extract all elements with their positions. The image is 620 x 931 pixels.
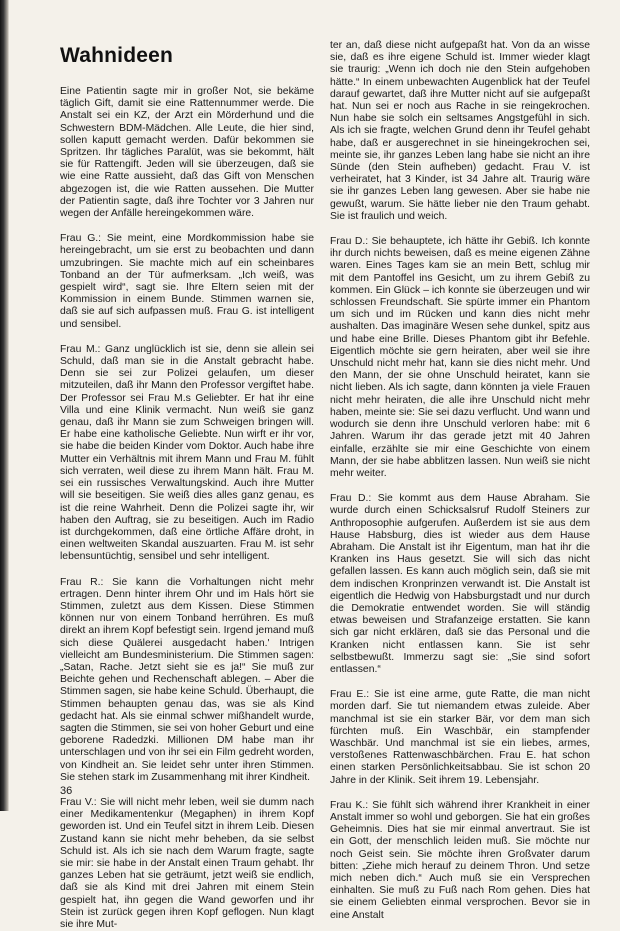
page-number: 36 [60,785,73,797]
paragraph: Frau G.: Sie meint, eine Mordkommission habe sie hereingebracht, um sie erst zu beobachten und dann umzubringen. Sie machte mich auf ein scheinbares Tonband an der Tür aufmerksam. „Ich weiß, was gespielt wird“, sagt sie. Ihre Eltern seien mit der Kommission in einem Bunde. Stimmen warnen sie, daß sie auf sich aufpassen muß. Frau G. ist intelligent und sensibel. [60,233,314,330]
paragraph: Frau E.: Sie ist eine arme, gute Ratte, die man nicht morden darf. Sie tut niemandem etwas zuleide. Aber manchmal ist sie ein starker Bär, vor dem man sich fürchten muß. Ein Waschbär, ein stampfender Waschbär. Und manchmal ist sie ein liebes, armes, verstoßenes Rattenwaschbärchen. Frau E. hat schon einen starken Persönlichkeitsabbau. Sie ist schon 20 Jahre in der Klinik. Seit ihrem 19. Lebensjahr. [330,689,590,786]
paragraph: Frau R.: Sie kann die Vorhaltungen nicht mehr ertragen. Denn hinter ihrem Ohr und im Hals hört sie Stimmen, zuletzt aus dem Kissen. Diese Stimmen können nur von einem Tonband herrühren. Es muß direkt an ihrem Kopf befestigt sein. Irgend jemand muß sich diese Quälerei ausgedacht haben.' Intrigen vielleicht am Bundesministerium. Die Stimmen sagen: „Satan, Rache. Jetzt sieht sie es ja!“ Sie muß zur Beichte gehen und Rechenschaft ablegen. – Aber die Stimmen sagen, sie habe keine Schuld. Überhaupt, die Stimmen behaupten genau das, was sie als Kind gedacht hat. Als sie einmal schwer mißhandelt wurde, sagten die Stimmen, sie sei von hoher Geburt und eine geborene Radedzki. Millionen DM habe man ihr unterschlagen und von ihr sei ein Film gedreht worden, von Kindheit an. Sie leidet sehr unter ihren Stimmen. Sie stehen stark im Zusammenhang mit ihrer Kindheit. [60,576,314,783]
paragraph: Frau K.: Sie fühlt sich während ihrer Krankheit in einer Anstalt immer so wohl und geborgen. Sie hat ein großes Geheimnis. Dies hat sie mir einmal anvertraut. Sie ist ein Gott, der menschlich leiden muß. Sie möchte nur noch Geist sein. Sie möchte ihren Großvater darum bitten: „Ziehe mich herauf zu deinem Thron. Und setze mich neben dich.“ Auch muß sie ein Versprechen einhalten. Sie muß zu Fuß nach Rom gehen. Dies hat sie einem Geliebten einmal versprochen. Bevor sie in eine Anstalt [330,799,590,921]
paragraph: Frau V.: Sie will nicht mehr leben, weil sie dumm nach einer Medikamentenkur (Megaphen) in ihrem Kopf geworden ist. Und ein Teufel sitzt in ihrem Leib. Diesen Zustand kann sie nicht mehr beheben, da sie selbst Schuld ist. Als ich sie nach dem Warum fragte, sagte sie mir: sie habe in der Anstalt einen Traum gehabt. Ihr ganzes Leben hat sie geträumt, jetzt weiß sie endlich, daß sie als Kind mit drei Jahren mit einem Stein gespielt hat, ihn gegen die Wand geworfen und ihr Stein ist zurück gegen ihren Kopf geflogen. Nun klagt sie ihre Mut- [60,796,314,930]
paragraph: Frau D.: Sie behauptete, ich hätte ihr Gebiß. Ich konnte ihr durch nichts beweisen, daß es meine eigenen Zähne waren. Eines Tages kam sie an mein Bett, schlug mir mit dem Pantoffel ins Gesicht, um zu ihrem Gebiß zu kommen. Ein Glück – ich konnte sie überzeugen und wir schlossen Freundschaft. Sie spürte immer ein Phantom um sich und im Rücken und kann dies nicht mehr aushalten. Das imaginäre Wesen sehe dunkel, spitz aus und habe eine Brille. Dieses Phantom gibt ihr Befehle. Eigentlich möchte sie gern heiraten, aber weil sie ihre Unschuld nicht mehr hat, kann sie dies nicht mehr. Und den Mann, der sie ohne Unschuld heiratet, kann sie nicht lieben. Als ich sagte, dann könnten ja viele Frauen nicht mehr heiraten, die alle ihre Unschuld nicht mehr haben, meinte sie: Sie sei dazu verflucht. Und wann und wodurch sie denn ihre Unschuld verloren habe: mit 6 Jahren. Warum ihr das gerade jetzt mit 40 Jahren einfalle, erzählte sie mir eine Geschichte von einem Mann, der sie habe abblitzen lassen. Nun weiß sie nicht mehr weiter. [330,236,590,479]
article-title: Wahnideen [60,44,174,67]
paragraph: Eine Patientin sagte mir in großer Not, sie bekäme täglich Gift, damit sie eine Rattennummer werde. Die Anstalt sei ein KZ, der Arzt ein Mörderhund und die Schwestern BDM-Mädchen. Alle Leute, die hier sind, sollen kaputt gemacht werden. Dafür bekommen sie Spritzen. Ihr tägliches Paralüt, was sie bekommt, hält sie für Rattengift. Jeden will sie überzeugen, daß sie wie eine Ratte aussieht, daß das Gift von Menschen abgezogen ist, die wie Ratten aussehen. Die Mutter der Patientin sagte, daß ihre Tochter vor 3 Jahren nur wegen der Anfälle hereingekommen wäre. [60,86,314,220]
right-column [330,40,590,921]
paragraph: Frau M.: Ganz unglücklich ist sie, denn sie allein sei Schuld, daß man sie in die Anstalt gebracht habe. Denn sie sei zur Polizei gelaufen, um dieser mitzuteilen, daß ihr Mann den Professor vergiftet habe. Der Professor sei Frau M.s Geliebter. Er hat ihr eine Villa und eine Klinik vermacht. Nun weiß sie ganz genau, daß ihr Mann sie zum Schweigen bringen will. Er habe eine katholische Geliebte. Nun wirft er ihr vor, sie habe die beiden Kinder vom Doktor. Auch habe ihre Mutter ein Verhältnis mit ihrem Mann und Frau M. fühlt sich verraten, weil diese zu ihrem Mann hält. Frau M. sei ein russisches Verwaltungskind. Auch ihre Mutter will sie beseitigen. Sie weiß dies alles ganz genau, es ist die reine Wahrheit. Denn die Polizei sagte ihr, wir haben den Auftrag, sie zu beseitigen. Auch im Radio ist durchgekommen, daß eine örtliche Affäre droht, in einen weltweiten Skandal auszuarten. Frau M. ist sehr lebensuntüchtig, sensibel und sehr intelligent. [60,343,314,563]
paragraph: ter an, daß diese nicht aufgepaßt hat. Von da an wisse sie, daß es ihre eigene Schuld ist. Immer wieder klagt sie traurig: „Wenn ich doch nie den Stein aufgehoben hätte.“ In einem unbewachten Augenblick hat der Teufel darauf gewartet, daß ihre Mutter nicht auf sie aufgepaßt hat. Nun sei er noch aus Rache in sie reingekrochen. Nun habe sie solch ein seltsames Angstgefühl in sich. Als ich sie fragte, welchen Grund denn ihr Teufel gehabt habe, daß er ausgerechnet in sie hineingekrochen sei, meinte sie, ihr ganzes Leben lang habe sie nicht an ihre Sünde (den Stein aufheben) gedacht. Frau V. ist verheiratet, hat 3 Kinder, ist 34 Jahre alt. Traurig wäre sie ihr ganzes Leben lang gewesen. Aber sie habe nie gewußt, warum. Sie hätte lieber nie den Traum gehabt. Sie ist fraulich und weich. [330,40,590,222]
paragraph: Frau D.: Sie kommt aus dem Hause Abraham. Sie wurde durch einen Schicksalsruf Rudolf Steiners zur Anthroposophie aufgerufen. Außerdem ist sie aus dem Hause Habsburg, dies ist wieder aus dem Hause Abraham. Die Anstalt ist ihr Eigentum, man hat ihr die Kranken ins Haus gesetzt. Sie will sich das nicht gefallen lassen. Es kann auch möglich sein, daß sie mit dem indischen Kronprinzen verwandt ist. Die Anstalt ist eigentlich die Hedwig von Habsburgstadt und nur durch die Demokratie entwendet worden. Sie will ständig etwas beweisen und Strafanzeige erstatten. Sie kann sich gar nicht erklären, daß sie das Personal und die Kranken nicht entlassen kann. Sie ist sehr selbstbewußt. Immerzu sagt sie: „Sie sind sofort entlassen.“ [330,493,590,675]
page-binding-shadow [0,0,9,811]
